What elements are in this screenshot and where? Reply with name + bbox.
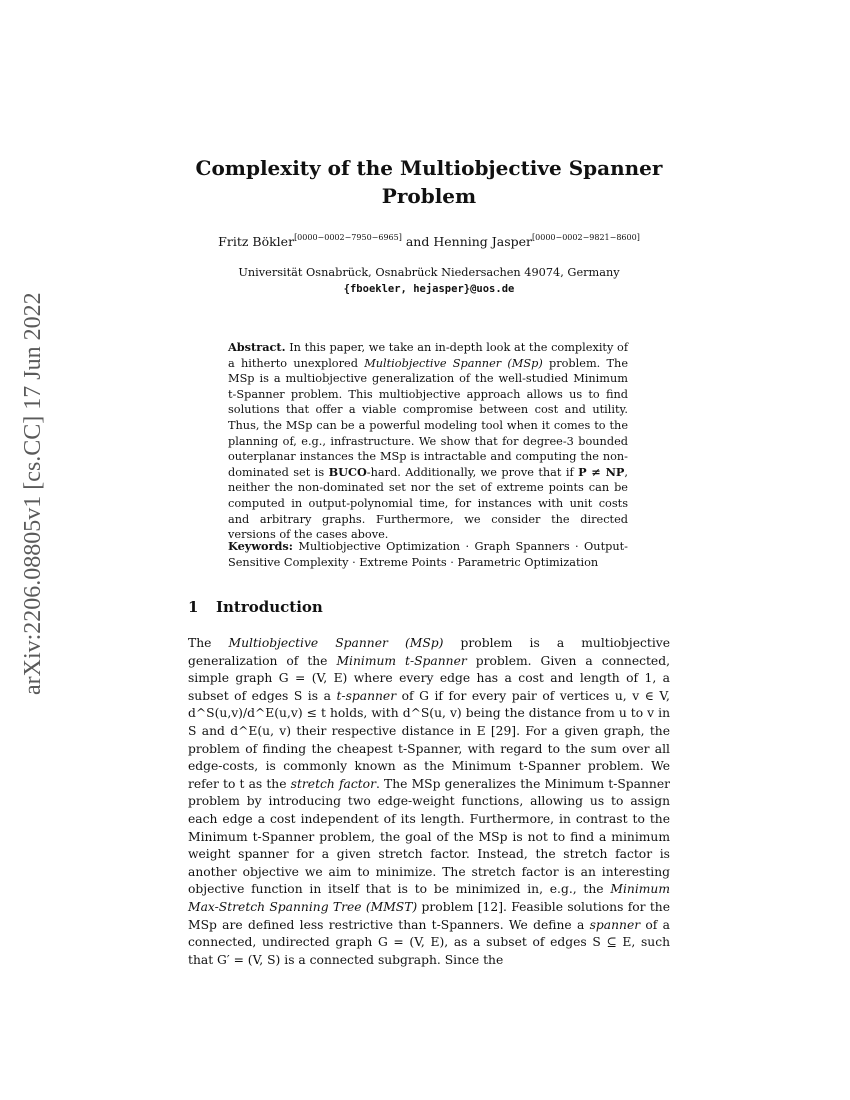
author-name: Fritz Bökler bbox=[218, 234, 295, 249]
author-line bbox=[188, 233, 670, 251]
section-number: 1 bbox=[188, 598, 199, 616]
abstract-text: problem. The MSp is a multiobjective generalization of the well-studied Minimum t-Spanner problem. This multiobjective approach allows us to find solutions that offer a viable compromise between cost and utility. Thus, the MSp can be a powerful modeling tool when it comes to the planning of, e.g., infrastructure. We show that for degree-3 bounded outerplanar instances the MSp is intractable and computing the non-dominated set is bbox=[228, 356, 629, 479]
orcid-id: [0000−0002−7950−6965] bbox=[294, 233, 402, 242]
section-title: Introduction bbox=[216, 598, 323, 616]
text-run-italic: stretch factor bbox=[290, 776, 376, 791]
orcid-id: [0000−0002−9821−8600] bbox=[532, 233, 640, 242]
text-run: problem [12]. Feasible solutions for the MSp are defined less restrictive than t-Spanners. We define a bbox=[188, 899, 670, 932]
text-run: . The MSp generalizes the Minimum t-Spanner problem by introducing two edge-weight functions, allowing us to assign each edge a cost independent of its length. Furthermore, in contrast to the Minimum t-Spanner problem, the goal of the MSp is not to find a minimum weight spanner for a given stretch factor. Instead, the stretch factor is another objective we aim to minimize. The stretch factor is an interesting objective function in itself that is to be minimized in, e.g., the bbox=[188, 776, 670, 897]
affiliation: Universität Osnabrück, Osnabrück Niedersachen 49074, Germany bbox=[238, 266, 620, 279]
arxiv-identifier: arXiv:2206.08805v1 [cs.CC] 17 Jun 2022 bbox=[20, 292, 46, 695]
email-address[interactable]: {fboekler, hejasper}@uos.de bbox=[343, 283, 515, 295]
author-connector: and bbox=[405, 234, 430, 249]
paragraph bbox=[188, 635, 670, 969]
text-run: problem. Given a connected, simple graph G = (V, E) where every edge has a cost and length of 1, a subset of edges S is a bbox=[188, 653, 670, 703]
text-run-italic: spanner bbox=[589, 917, 641, 932]
abstract-pnp: P ≠ NP bbox=[578, 464, 625, 479]
abstract-italic: Multiobjective Spanner (MSp) bbox=[364, 356, 543, 370]
abstract-text: , neither the non-dominated set nor the set of extreme points can be computed in output-polynomial time, for instances with unit costs and arbitrary graphs. Furthermore, we consider the directed versions of the cases above. bbox=[228, 465, 628, 542]
abstract-label: Abstract. bbox=[228, 340, 286, 354]
section-heading bbox=[188, 597, 670, 617]
abstract-text: -hard. Additionally, we prove that if bbox=[366, 465, 574, 479]
author-name: Henning Jasper bbox=[433, 234, 533, 249]
abstract bbox=[228, 340, 628, 543]
text-run-italic: Minimum t-Spanner bbox=[336, 653, 467, 668]
text-run: of G if for every pair of vertices u, v ∈ V, d^S(u,v)/d^E(u,v) ≤ t holds, with d^S(u, v) being the distance from u to v in S and d^E(u, v) their respective distance in E [29]. For a given graph, the problem of finding the cheapest t-Spanner, with regard to the sum over all edge-costs, is commonly known as the Minimum t-Spanner problem. We refer to t as the bbox=[188, 688, 670, 791]
text-run-italic: Multiobjective Spanner (MSp) bbox=[228, 636, 444, 650]
keywords bbox=[228, 539, 628, 570]
text-run-italic: t-spanner bbox=[336, 688, 397, 703]
introduction-text bbox=[188, 635, 670, 969]
paper-title: Complexity of the Multiobjective Spanner Problem bbox=[195, 156, 663, 208]
text-run: of a connected, undirected graph G = (V, E), as a subset of edges S ⊆ E, such that G′ = (V, S) is a connected subgraph. Since the bbox=[188, 917, 670, 967]
affiliation-block bbox=[188, 264, 670, 298]
text-run: problem is a multiobjective generalization of the bbox=[188, 636, 671, 668]
abstract-bold: BUCO bbox=[328, 464, 367, 479]
text-run: The bbox=[188, 636, 212, 650]
text-run-italic: Minimum Max-Stretch Spanning Tree (MMST) bbox=[188, 882, 670, 914]
keywords-text: Multiobjective Optimization · Graph Spanners · Output-Sensitive Complexity · Extreme Points · Parametric Optimization bbox=[228, 540, 628, 569]
keywords-label: Keywords: bbox=[228, 539, 293, 553]
abstract-text: In this paper, we take an in-depth look at the complexity of a hitherto unexplored bbox=[228, 341, 628, 370]
